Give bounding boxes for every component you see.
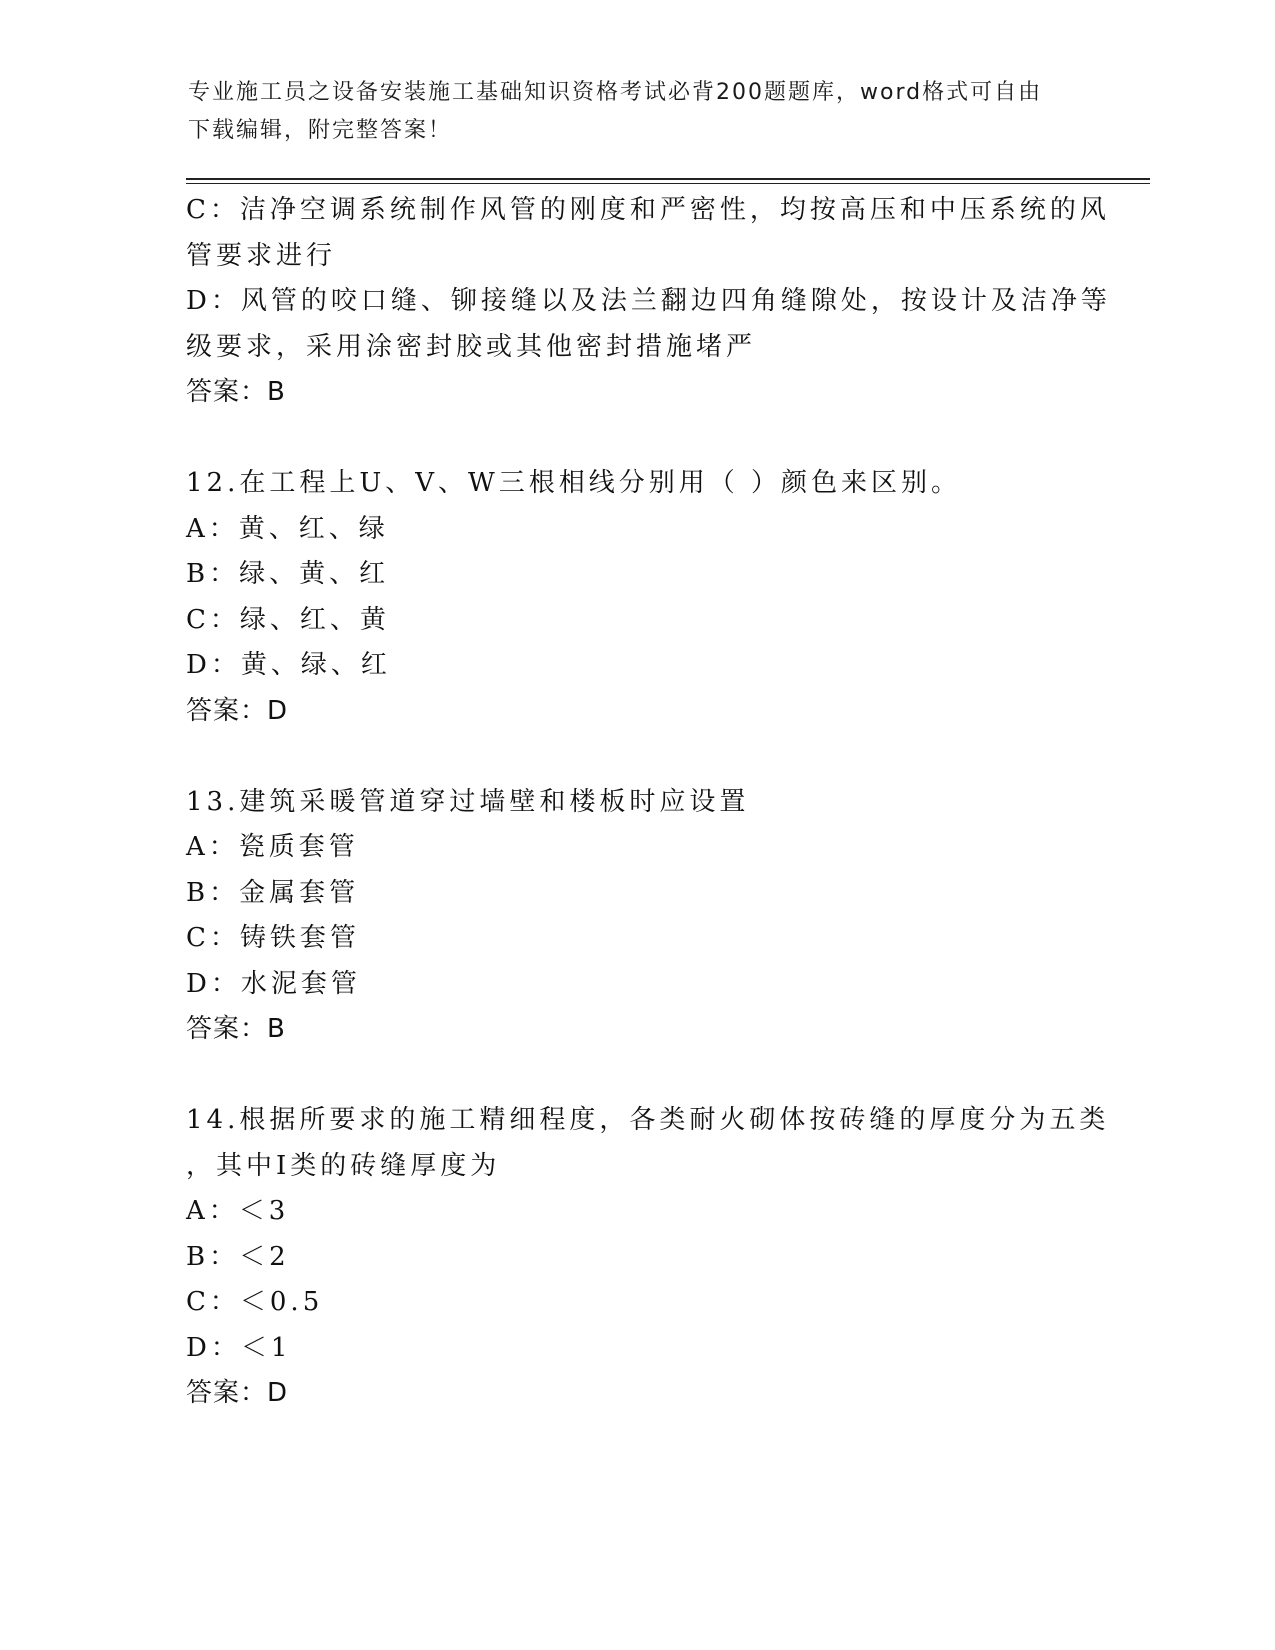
header-divider-thin: [186, 183, 1150, 184]
spacer: [186, 1053, 1086, 1099]
question-13: [186, 780, 1086, 1053]
header-line-2: 下载编辑，附完整答案！: [188, 118, 453, 143]
option-b: B：绿、黄、红: [186, 559, 390, 589]
question-stem: 12.在工程上U、V、W三根相线分别用（ ）颜色来区别。: [186, 468, 962, 498]
option-c: C：绿、红、黄: [186, 604, 390, 635]
question-stem-line-1: 14.根据所要求的施工精细程度，各类耐火砌体按砖缝的厚度分为五类: [186, 1105, 1110, 1135]
document-header: [188, 74, 1088, 150]
option-b: B：＜2: [186, 1241, 290, 1272]
answer-line: 答案：D: [186, 695, 289, 726]
spacer: [186, 416, 1086, 462]
spacer: [186, 734, 1086, 780]
question-stem-line-2: ，其中I类的砖缝厚度为: [186, 1150, 501, 1181]
answer-line: 答案：B: [186, 1014, 286, 1044]
option-d: D：水泥套管: [186, 968, 361, 999]
option-c-line-1: C：洁净空调系统制作风管的刚度和严密性，均按高压和中压系统的风: [186, 195, 1110, 225]
header-line-1: 专业施工员之设备安装施工基础知识资格考试必背200题题库，word格式可自由: [188, 80, 1043, 105]
option-d: D：黄、绿、红: [186, 650, 391, 680]
header-divider-thick: [186, 178, 1150, 180]
answer-line: 答案：B: [186, 377, 286, 407]
option-b: B：金属套管: [186, 877, 360, 908]
option-d: D：＜1: [186, 1332, 292, 1363]
option-c: C：铸铁套管: [186, 923, 360, 953]
option-d-line-2: 级要求，采用涂密封胶或其他密封措施堵严: [186, 331, 757, 362]
option-c: C：＜0.5: [186, 1287, 324, 1317]
question-14: [186, 1098, 1110, 1417]
option-d-line-1: D：风管的咬口缝、铆接缝以及法兰翻边四角缝隙处，按设计及洁净等: [186, 286, 1111, 316]
question-stem: 13.建筑采暖管道穿过墙壁和楼板时应设置: [186, 786, 750, 817]
option-a: A：黄、红、绿: [186, 513, 389, 544]
option-c-line-2: 管要求进行: [186, 240, 337, 271]
question-12: [186, 461, 1086, 734]
option-a: A：＜3: [186, 1196, 290, 1226]
option-a: A：瓷质套管: [186, 832, 359, 862]
answer-line: 答案：D: [186, 1378, 289, 1408]
continued-question: [186, 188, 1111, 416]
question-content: [186, 188, 1111, 1417]
